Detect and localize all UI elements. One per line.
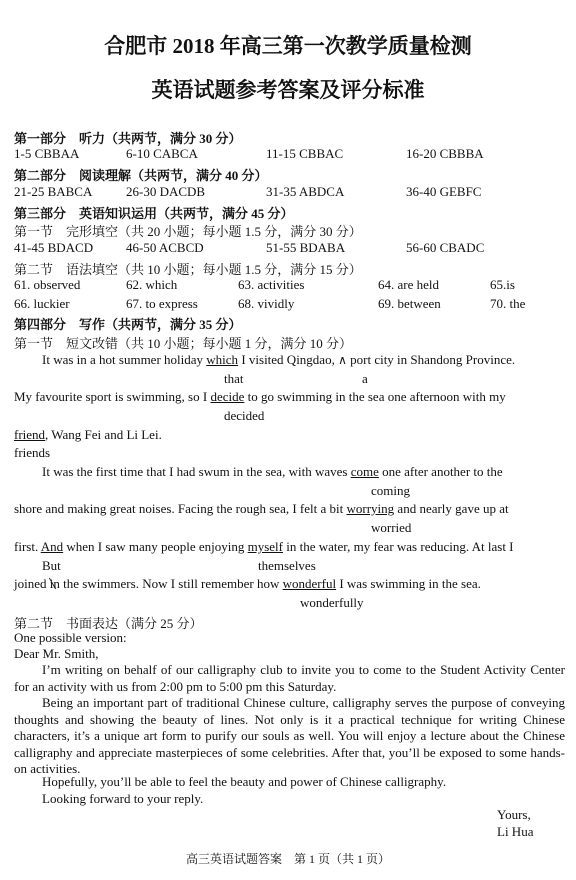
error-word: worrying	[346, 501, 395, 516]
answer-group: 56-60 CBADC	[406, 240, 485, 255]
answer-group: 36-40 GEBFC	[406, 184, 482, 199]
passage-text: I was swimming in the sea.	[336, 576, 481, 591]
letter-paragraph: Looking forward to your reply.	[42, 791, 204, 806]
correction-line	[14, 389, 506, 405]
error-word: friend	[14, 427, 46, 442]
correction-word: that	[224, 371, 244, 386]
grammar-answer: 62. which	[126, 277, 178, 292]
answer-group: 11-15 CBBAC	[266, 146, 344, 161]
document-title: 合肥市 2018 年高三第一次教学质量检测	[104, 34, 472, 58]
passage-text: when I saw many people enjoying	[63, 539, 248, 554]
part3-heading: 第三部分 英语知识运用（共两节，满分 45 分）	[14, 206, 294, 221]
passage-text: It was the first time that I had swum in the sea, with waves	[42, 464, 351, 479]
answer-group: 6-10 CABCA	[126, 146, 198, 161]
passage-text: the swimmers. Now I still remember how	[59, 576, 283, 591]
correction-line	[42, 352, 515, 368]
page-footer: 高三英语试题答案 第 1 页（共 1 页）	[185, 852, 390, 866]
grammar-answer: 66. luckier	[14, 296, 70, 311]
correction-word: themselves	[258, 558, 316, 573]
grammar-answer: 67. to express	[126, 296, 198, 311]
answer-group: 46-50 ACBCD	[126, 240, 204, 255]
passage-text: , Wang Fei and Li Lei.	[45, 427, 162, 442]
answer-group: 31-35 ABDCA	[266, 184, 345, 199]
correction-line	[14, 539, 514, 555]
passage-text: first.	[14, 539, 41, 554]
letter-paragraph: Hopefully, you’ll be able to feel the beauty and power of Chinese calligraphy.	[42, 774, 447, 789]
answer-group: 1-5 CBBAA	[14, 146, 80, 161]
grammar-answer: 68. vividly	[238, 296, 295, 311]
grammar-answer: 65.is	[490, 277, 515, 292]
error-word: come	[350, 464, 379, 479]
part4-section2-heading: 第二节 书面表达（满分 25 分）	[14, 616, 203, 631]
correction-word: wonderfully	[300, 595, 364, 610]
insertion-caret: ∧	[338, 353, 347, 367]
correction-word: decided	[224, 408, 265, 423]
answer-group: 51-55 BDABA	[266, 240, 346, 255]
error-word: wonderful	[282, 576, 337, 591]
deleted-word: in	[49, 576, 60, 591]
error-word: myself	[247, 539, 283, 554]
grammar-answer: 61. observed	[14, 277, 81, 292]
answer-group: 26-30 DACDB	[126, 184, 206, 199]
answer-group: 41-45 BDACD	[14, 240, 94, 255]
error-word: which	[206, 352, 239, 367]
correction-word: worried	[371, 520, 412, 535]
correction-word: friends	[14, 445, 51, 460]
part1-heading: 第一部分 听力（共两节，满分 30 分）	[14, 131, 242, 146]
letter-paragraph: Being an important part of traditional Chinese culture, calligraphy serves the purpose of conveying thoughts and showing the beauty of lines. Not only is it a practical technique for writing Chinese characters, it’s a unique art form to purify our souls as well. You will enjoy a lecture about the Chinese calligraphy and appreciate masterpieces of some celebrities. After that, you’ll be exposed to some hands-on activities.	[14, 695, 565, 776]
part4-section1-heading: 第一节 短文改错（共 10 小题；每小题 1 分，满分 10 分）	[14, 336, 353, 351]
passage-text: I visited Qingdao,	[238, 352, 339, 367]
letter-greeting: Dear Mr. Smith,	[14, 646, 99, 661]
passage-text: joined	[14, 576, 50, 591]
correction-word: a	[362, 371, 368, 386]
version-label: One possible version:	[14, 630, 127, 645]
part4-heading: 第四部分 写作（共两节，满分 35 分）	[14, 317, 242, 332]
correction-word: coming	[371, 483, 410, 498]
passage-text: It was in a hot summer holiday	[42, 352, 207, 367]
passage-text: in the water, my fear was reducing. At last I	[283, 539, 514, 554]
error-word: decide	[210, 389, 245, 404]
part3-section1-heading: 第一节 完形填空（共 20 小题；每小题 1.5 分，满分 30 分）	[14, 224, 362, 239]
correction-word: But	[42, 558, 61, 573]
grammar-answer: 64. are held	[378, 277, 440, 292]
document-subtitle: 英语试题参考答案及评分标准	[151, 78, 425, 102]
correction-line	[14, 427, 162, 443]
grammar-answer: 63. activities	[238, 277, 305, 292]
letter-signature: Li Hua	[497, 824, 534, 839]
answer-group: 21-25 BABCA	[14, 184, 93, 199]
part3-section2-heading: 第二节 语法填空（共 10 小题；每小题 1.5 分，满分 15 分）	[14, 262, 362, 277]
answer-group: 16-20 CBBBA	[406, 146, 484, 161]
grammar-answer: 69. between	[378, 296, 441, 311]
passage-text: to go swimming in the sea one afternoon with my	[244, 389, 506, 404]
correction-line	[14, 501, 509, 517]
passage-text: one after another to the	[378, 464, 503, 479]
error-word: And	[40, 539, 64, 554]
correction-line	[14, 576, 481, 592]
correction-line	[42, 464, 503, 480]
passage-text: and nearly gave up at	[394, 501, 509, 516]
grammar-answer: 70. the	[490, 296, 526, 311]
letter-closing: Yours,	[497, 807, 531, 822]
passage-text: shore and making great noises. Facing the rough sea, I felt a bit	[14, 501, 347, 516]
passage-text: port city in Shandong Province.	[346, 352, 516, 367]
passage-text: My favourite sport is swimming, so I	[14, 389, 211, 404]
letter-paragraph: I’m writing on behalf of our calligraphy club to invite you to come to the Student Activity Center for an activity with us from 2:00 pm to 5:00 pm this Saturday.	[14, 662, 565, 694]
part2-heading: 第二部分 阅读理解（共两节，满分 40 分）	[14, 168, 268, 183]
